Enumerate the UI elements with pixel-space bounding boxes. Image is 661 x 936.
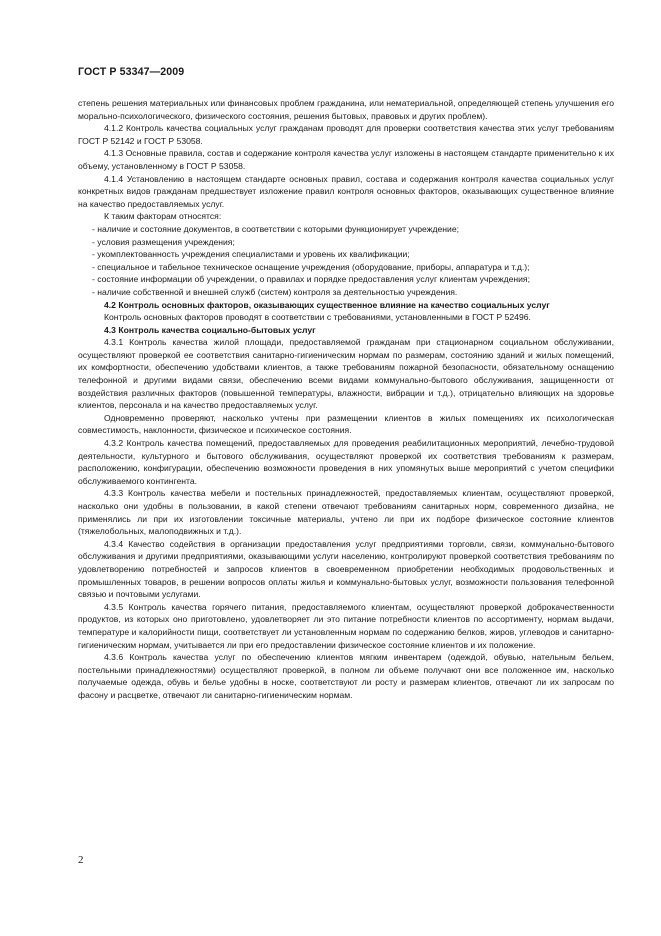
list-item: - условия размещения учреждения; [92,236,235,247]
paragraph: 4.1.4 Установлению в настоящем стандарте основных правил, состава и содержания контроля качества социальных услуг конкретных видов гражданам предшествует изложение правил контроля основных факторов, оказывающих существенное влияние на качество предоставляемых услуг. [78,173,614,209]
list-item: - наличие собственной и внешней служб (систем) контроля за деятельностью учреждения. [92,286,458,297]
list-item: - укомплектованность учреждения специалистами и уровень их квалификации; [92,249,410,260]
paragraph: 4.3.6 Контроль качества услуг по обеспечению клиентов мягким инвентарем (одеждой, обувью, нательным бельем, постельными принадлежностями) осуществляют проверкой, в полном ли объеме получают они все положенное им, насколько получаемые одежда, обувь и белье удобны в носке, соответствуют ли росту и размерам клиентов, отвечают ли их запросам по фасону и расцветке, отвечают ли санитарно-гигиеническим нормам. [78,652,614,700]
document-body [78,97,614,702]
paragraph: 4.1.2 Контроль качества социальных услуг гражданам проводят для проверки соответствия качества этих услуг требованиям ГОСТ Р 52142 и ГОСТ Р 53058. [78,123,614,146]
paragraph: 4.3.5 Контроль качества горячего питания, предоставляемого клиентам, осуществляют проверкой доброкачественности продуктов, из которых оно приготовлено, удовлетворяет ли это питание потребности клиентов по ассортименту, нормам выдачи, температуре и калорийности пищи, соответствует ли установленным нормам по содержанию белков, жиров, углеводов и санитарно-гигиеническим нормам, учитывается ли при его предоставлении физическое состояние клиентов и их положение. [78,601,614,650]
paragraph: Одновременно проверяют, насколько учтены при размещении клиентов в жилых помещениях их психологическая совместимость, наклонности, физическое и психическое состояния. [78,412,614,436]
page-number: 2 [78,854,84,866]
paragraph: 4.3.1 Контроль качества жилой площади, предоставляемой гражданам при стационарном социальном обслуживании, осуществляют проверкой ее соответствия санитарно-гигиеническим нормам по размерам, состоянию зданий и жилых помещений, их комфортности, обеспечению удобствами клиентов, а также требованиям пожарной безопасности, обязательному оснащению телефонной и другими видами связи, обеспечению всеми видами коммунально-бытового обслуживания, защищенности от воздействия различных факторов (повышенной температуры, влажности, вибрации и т.д.), отрицательно влияющих на здоровье клиентов, персонала и на качество предоставляемых услуг. [78,337,614,411]
paragraph: Контроль основных факторов проводят в соответствии с требованиями, установленными в ГОСТ Р 52496. [104,312,531,323]
paragraph: 4.3.3 Контроль качества мебели и постельных принадлежностей, предоставляемых клиентам, осуществляют проверкой, насколько они удобны в пользовании, в какой степени отвечают требованиям санитарных норм, современного дизайна, не применялись ли при их изготовлении токсичные материалы, учтено ли при их подборе физическое состояние клиентов (тяжелобольных, малоподвижных и т.д.). [78,488,614,537]
list-item: - специальное и табельное техническое оснащение учреждения (оборудование, приборы, аппаратура и т.д.); [92,261,530,272]
paragraph: 4.3.2 Контроль качества помещений, предоставляемых для проведения реабилитационных мероприятий, лечебно-трудовой деятельности, культурного и бытового обслуживания, осуществляют проверкой их соответствия требованиям к размерам, расположению, конфигурации, обеспечению возможности проведения в них упомянутых выше мероприятий с учетом специфики обслуживаемого контингента. [78,438,614,486]
section-heading: 4.2 Контроль основных факторов, оказывающих существенное влияние на качество социальных услуг [104,299,550,310]
paragraph: К таким факторам относятся: [104,211,222,222]
document-header: ГОСТ Р 53347—2009 [78,66,185,78]
list-item: - состояние информации об учреждении, о правилах и порядке предоставления услуг клиентам учреждения; [92,274,530,285]
section-heading: 4.3 Контроль качества социально-бытовых услуг [104,324,316,335]
list-item: - наличие и состояние документов, в соответствии с которыми функционирует учреждение; [92,223,459,234]
paragraph: 4.3.4 Качество содействия в организации предоставления услуг предприятиями торговли, связи, коммунально-бытового обслуживания и другими предприятиями, оказывающими услуги населению, контролируют проверкой соответствия требованиям по удовлетворению потребностей и запросов клиентов в своевременном приобретении необходимых продовольственных и промышленных товаров, в решении вопросов оплаты жилья и коммунально-бытовых услуг, возможности пользования телефонной связью и почтовыми услугами. [78,538,614,600]
paragraph: 4.1.3 Основные правила, состав и содержание контроля качества услуг изложены в настоящем стандарте применительно к их объему, установленному в ГОСТ Р 53058. [78,148,614,171]
paragraph: степень решения материальных или финансовых проблем гражданина, или нематериальной, определяющей степень улучшения его морально-психологического, физического состояния, решения бытовых, правовых и других проблем). [78,98,614,121]
